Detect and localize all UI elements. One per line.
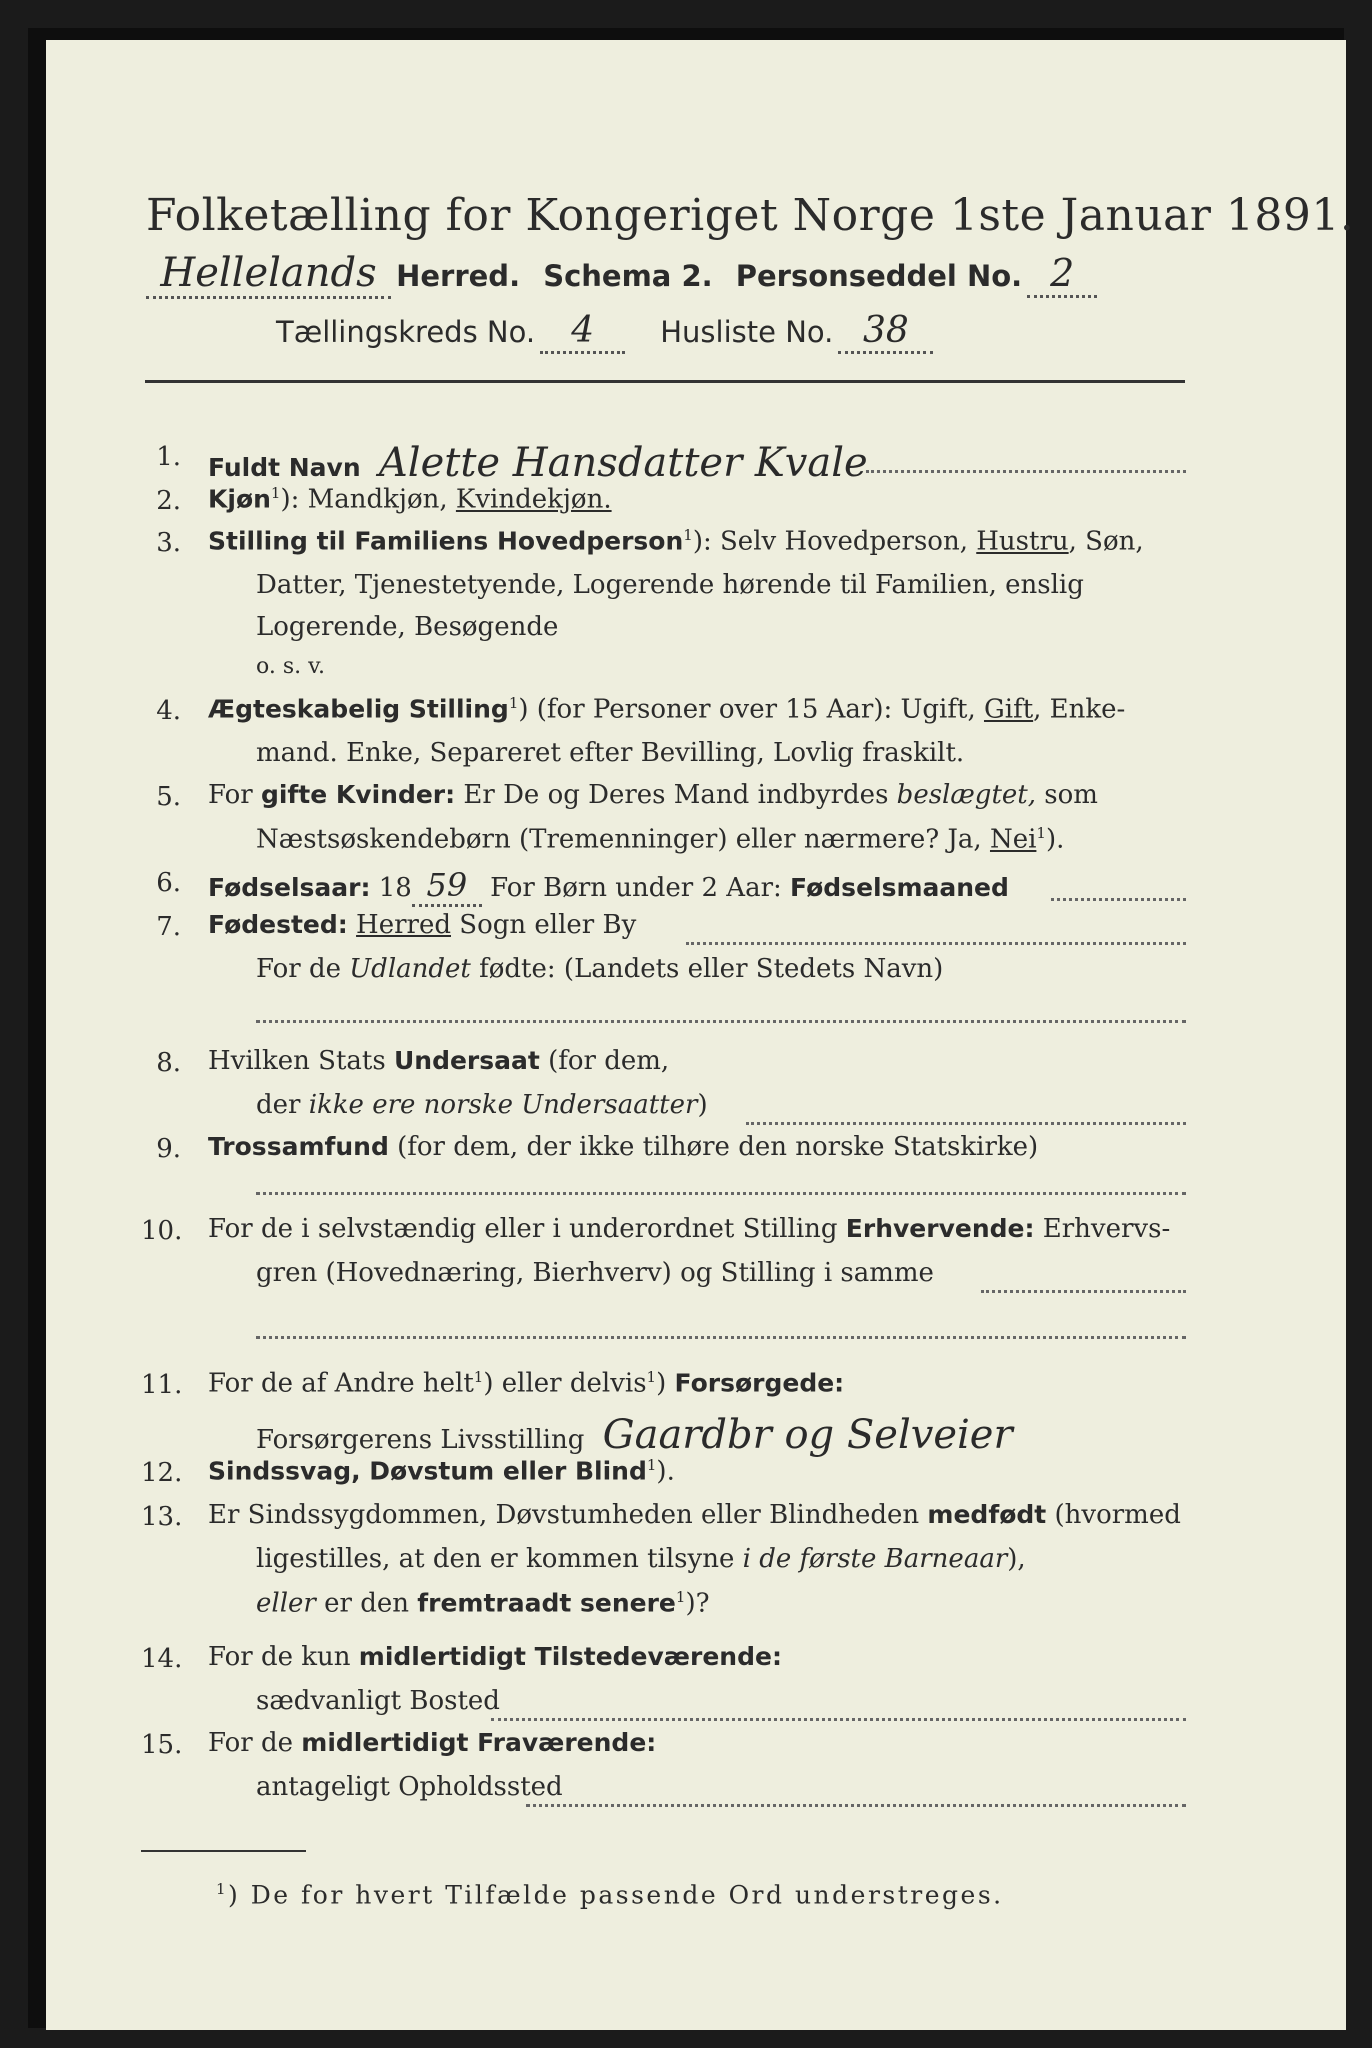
text: der — [256, 1090, 309, 1120]
item-number: 10. — [141, 1216, 183, 1246]
text: Næstsøskendebørn (Tremenninger) eller nærmere? Ja, — [256, 824, 990, 855]
item-medfodt-line2 — [256, 1544, 1026, 1574]
field-label: Kjøn — [208, 484, 271, 514]
fill-line — [1051, 898, 1186, 901]
footnote-text: ) De for hvert Tilfælde passende Ord understreges. — [228, 1880, 1004, 1910]
item-forsorgede — [208, 1368, 844, 1399]
field-label: gifte Kvinder: — [260, 780, 456, 809]
text-italic: eller — [256, 1588, 316, 1619]
field-label: Fuldt Navn — [208, 453, 361, 482]
item-sindssvag — [208, 1456, 675, 1487]
field-label: midlertidigt Fraværende: — [301, 1728, 657, 1757]
field-label: Fødested: — [208, 910, 348, 939]
item-stilling-line3: Logerende, Besøgende — [256, 612, 559, 642]
text-italic: Udlandet — [349, 954, 471, 984]
item-number: 4. — [156, 696, 181, 726]
personseddel-number: 2 — [1027, 251, 1097, 298]
item-number: 13. — [141, 1502, 183, 1532]
husliste-label: Husliste No. — [660, 315, 834, 349]
text: Er Sindssygdommen, Døvstumheden eller Blindheden — [208, 1500, 928, 1530]
text: )? — [685, 1588, 710, 1619]
field-label: Erhvervende: — [845, 1214, 1035, 1243]
footnote-ref: 1 — [646, 1456, 657, 1474]
item-number: 5. — [156, 782, 181, 812]
selected-option: Kvindekjøn. — [455, 484, 612, 515]
field-label: midlertidigt Tilstedeværende: — [358, 1642, 782, 1671]
footnote — [216, 1880, 1004, 1909]
fill-line — [746, 1122, 1186, 1125]
fill-line — [256, 1192, 1186, 1195]
footnote-ref: 1 — [270, 484, 281, 502]
item-number: 1. — [156, 442, 181, 472]
item-medfodt-line3 — [256, 1588, 710, 1619]
fill-line — [526, 1804, 1186, 1807]
item-fravaerende — [208, 1728, 656, 1758]
text: er den — [315, 1588, 418, 1619]
text: ). — [656, 1456, 675, 1487]
selected-option: Herred — [356, 910, 451, 940]
kreds-line — [276, 310, 933, 354]
item-number: 8. — [156, 1048, 181, 1078]
item-tilstedevaerende-line2: sædvanligt Bosted — [256, 1686, 500, 1716]
footnote-rule — [141, 1850, 306, 1852]
item-fuldt-navn — [208, 440, 868, 486]
item-medfodt — [208, 1500, 1181, 1530]
option-text: , Enke- — [1033, 694, 1126, 725]
text: For de — [256, 954, 350, 984]
option-text: ) (for Personer over 15 Aar): Ugift, — [518, 694, 984, 725]
item-fodested-line2 — [256, 954, 943, 984]
item-gifte-kvinder — [208, 780, 1098, 810]
text: For de af Andre helt — [208, 1368, 474, 1399]
item-fodested — [208, 910, 636, 940]
item-number: 14. — [141, 1644, 183, 1674]
option-text: ): Mandkjøn, — [280, 484, 456, 515]
field-label: Fødselsaar: — [208, 873, 371, 902]
text: Sogn eller By — [451, 910, 637, 940]
text: ). — [1045, 824, 1065, 855]
text: Hvilken Stats — [208, 1046, 394, 1076]
item-erhverv — [208, 1214, 1170, 1244]
item-trossamfund — [208, 1132, 1038, 1162]
text-italic: beslægtet, — [896, 780, 1036, 810]
item-undersaat — [208, 1046, 669, 1076]
footnote-ref: 1 — [473, 1368, 484, 1386]
text: ligestilles, at den er kommen tilsyne — [256, 1544, 743, 1574]
item-forsorgede-line2 — [256, 1412, 1013, 1458]
item-fravaerende-line2: antageligt Opholdssted — [256, 1772, 563, 1802]
text: ) eller delvis — [483, 1368, 647, 1399]
text: For de — [208, 1728, 302, 1758]
fill-line — [686, 942, 1186, 945]
field-label: Forsørgede: — [674, 1368, 845, 1398]
text: For de kun — [208, 1642, 359, 1672]
header-rule — [145, 380, 1185, 383]
field-label: Ægteskabelig Stilling — [208, 694, 509, 724]
text: Er De og Deres Mand indbyrdes — [455, 780, 897, 810]
field-label: medfødt — [927, 1500, 1047, 1529]
census-form — [46, 40, 1355, 2030]
text: For — [208, 780, 261, 810]
schema-label: Schema 2. — [543, 259, 713, 293]
herred-label: Herred. — [396, 259, 521, 293]
item-number: 7. — [156, 912, 181, 942]
item-undersaat-line2 — [256, 1090, 708, 1120]
text: 18 — [370, 873, 412, 903]
text: fødte: (Landets eller Stedets Navn) — [470, 954, 944, 984]
herred-line — [146, 250, 1097, 299]
item-aegteskab-line2: mand. Enke, Separeret efter Bevilling, Lovlig fraskilt. — [256, 738, 965, 768]
text: (for dem, — [539, 1046, 670, 1076]
footnote-ref: 1 — [675, 1588, 686, 1606]
selected-option: Gift — [983, 694, 1034, 725]
item-stilling — [208, 526, 1144, 557]
text: For Børn under 2 Aar: — [481, 873, 791, 903]
field-label: Sindssvag, Døvstum eller Blind — [208, 1456, 647, 1486]
text: (hvormed — [1046, 1500, 1181, 1530]
handwritten-occupation: Gaardbr og Selveier — [602, 1412, 1013, 1458]
item-number: 2. — [156, 486, 181, 516]
text: For de i selvstændig eller i underordnet Stilling — [208, 1214, 846, 1244]
field-label: fremtraadt senere — [417, 1588, 676, 1618]
selected-option: Nei — [989, 824, 1037, 855]
footnote-ref: 1 — [646, 1368, 657, 1386]
handwritten-name: Alette Hansdatter Kvale — [378, 440, 868, 486]
text-italic: ikke ere norske Undersaatter — [308, 1090, 698, 1120]
item-number: 3. — [156, 528, 181, 558]
kreds-label: Tællingskreds No. — [276, 315, 536, 349]
option-text: , Søn, — [1068, 526, 1144, 557]
item-erhverv-line2: gren (Hovednæring, Bierhverv) og Stilling i samme — [256, 1258, 934, 1288]
text: ), — [1007, 1544, 1026, 1574]
text: ) — [656, 1368, 675, 1399]
item-aegteskab — [208, 694, 1125, 725]
item-number: 9. — [156, 1134, 181, 1164]
item-fodselsaar — [208, 866, 1009, 907]
text: Forsørgerens Livsstilling — [256, 1425, 585, 1455]
field-label: Fødselsmaaned — [790, 873, 1009, 902]
item-gifte-kvinder-line2 — [256, 824, 1064, 855]
option-text: ): Selv Hovedperson, — [692, 526, 977, 557]
field-label: Undersaat — [393, 1046, 540, 1075]
item-tilstedevaerende — [208, 1642, 782, 1672]
field-label: Stilling til Familiens Hovedperson — [208, 526, 684, 556]
fill-line — [491, 1718, 1186, 1721]
kreds-number: 4 — [540, 310, 625, 354]
personseddel-label: Personseddel No. — [735, 259, 1023, 293]
item-stilling-line4: o. s. v. — [256, 654, 325, 679]
text: Erhvervs- — [1034, 1214, 1171, 1244]
husliste-number: 38 — [838, 310, 933, 354]
item-stilling-line2: Datter, Tjenestetyende, Logerende hørende til Familien, enslig — [256, 570, 1084, 600]
item-number: 15. — [141, 1730, 183, 1760]
item-number: 12. — [141, 1458, 183, 1488]
item-kjon — [208, 484, 612, 515]
footnote-ref: 1 — [683, 526, 693, 544]
footnote-ref: 1 — [1036, 824, 1046, 842]
field-label: Trossamfund — [208, 1132, 389, 1161]
text-italic: i de første Barneaar — [742, 1544, 1008, 1574]
text: (for dem, der ikke tilhøre den norske Statskirke) — [388, 1132, 1039, 1162]
footnote-ref: 1 — [216, 1880, 229, 1898]
text: som — [1036, 780, 1098, 810]
handwritten-year: 59 — [412, 866, 482, 907]
form-title: Folketælling for Kongeriget Norge 1ste Januar 1891. — [146, 190, 1355, 241]
fill-line — [256, 1336, 1186, 1339]
item-number: 6. — [156, 868, 181, 898]
item-number: 11. — [141, 1370, 183, 1400]
fill-line — [866, 470, 1186, 473]
footnote-ref: 1 — [508, 694, 519, 712]
fill-line — [256, 1020, 1186, 1023]
herred-name: Hellelands — [146, 250, 391, 299]
fill-line — [981, 1290, 1186, 1293]
selected-option: Hustru — [976, 526, 1069, 557]
text: ) — [697, 1090, 708, 1120]
